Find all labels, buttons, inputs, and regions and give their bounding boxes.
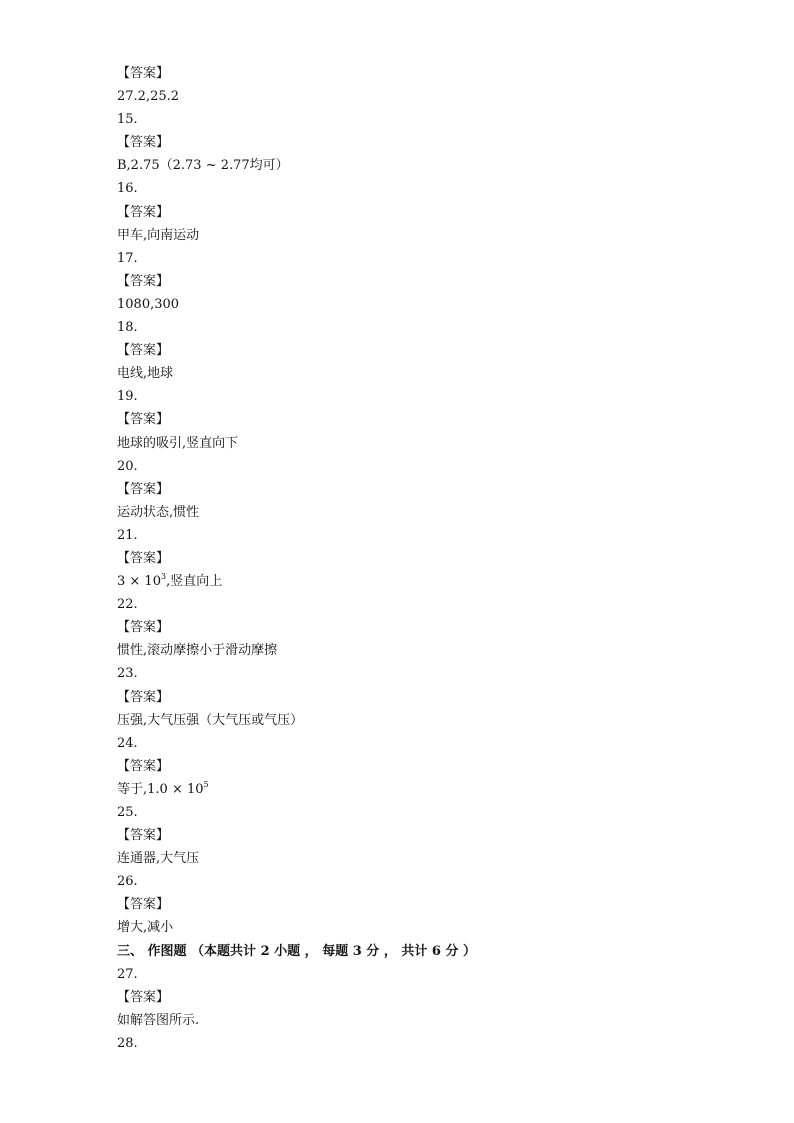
section-heading: [117, 940, 737, 963]
answer-label-content: 【答案】: [117, 412, 170, 428]
answer-text: [117, 154, 737, 177]
answer-text: [117, 85, 737, 108]
question-number: [117, 108, 737, 131]
answer-label-content: 【答案】: [117, 481, 170, 497]
question-number: [117, 385, 737, 408]
answer-text-content: 27.2,25.2: [117, 89, 180, 105]
answer-label: [117, 131, 737, 154]
answer-label-content: 【答案】: [117, 343, 170, 359]
answer-label-content: 【答案】: [117, 989, 170, 1005]
answer-label-content: 【答案】: [117, 828, 170, 844]
answer-label: [117, 408, 737, 431]
answer-text-content: 惯性,滚动摩擦小于滑动摩擦: [117, 643, 278, 659]
answer-label: [117, 616, 737, 639]
answer-label: [117, 824, 737, 847]
question-number-content: 17.: [117, 250, 138, 266]
answer-label-content: 【答案】: [117, 135, 170, 151]
answer-label: [117, 547, 737, 570]
answer-label: [117, 686, 737, 709]
question-number-content: 20.: [117, 458, 138, 474]
answer-text: [117, 432, 737, 455]
answer-text-content: 1080,300: [117, 296, 180, 312]
answer-text-content: 电线,地球: [117, 366, 174, 382]
answer-text-content: 等于,1.0 × 10: [117, 781, 204, 797]
answer-text-content: 压强,大气压强（大气压或气压）: [117, 712, 304, 728]
answer-text: [117, 501, 737, 524]
question-number: [117, 316, 737, 339]
question-number-content: 18.: [117, 320, 138, 336]
answer-text: [117, 778, 737, 801]
question-number: [117, 732, 737, 755]
answer-label-content: 【答案】: [117, 758, 170, 774]
answer-text: [117, 916, 737, 939]
answer-text-suffix: ,竖直向上: [166, 574, 223, 590]
question-number: [117, 662, 737, 685]
answer-text: [117, 639, 737, 662]
question-number-content: 15.: [117, 112, 138, 128]
answer-label-content: 【答案】: [117, 689, 170, 705]
question-number: [117, 455, 737, 478]
answer-text: [117, 224, 737, 247]
answer-label: [117, 755, 737, 778]
question-number: [117, 593, 737, 616]
question-number-content: 21.: [117, 527, 138, 543]
answer-label-content: 【答案】: [117, 897, 170, 913]
answer-text: [117, 570, 737, 593]
answer-text-content: 3 × 10: [117, 574, 161, 590]
question-number-content: 22.: [117, 597, 138, 613]
question-number: [117, 801, 737, 824]
exponent: 5: [203, 779, 209, 789]
answer-text: [117, 847, 737, 870]
answer-label: [117, 339, 737, 362]
answer-label-content: 【答案】: [117, 204, 170, 220]
section-heading-content: 三、 作图题 （本题共计 2 小题 ， 每题 3 分 ， 共计 6 分 ）: [117, 943, 476, 959]
answer-text-content: 连通器,大气压: [117, 851, 200, 867]
answer-label: [117, 201, 737, 224]
question-number-content: 27.: [117, 966, 138, 982]
question-number-content: 23.: [117, 666, 138, 682]
answer-label-content: 【答案】: [117, 273, 170, 289]
question-number: [117, 963, 737, 986]
answer-text-content: B,2.75（2.73 ~ 2.77均可）: [117, 158, 289, 174]
answer-label: [117, 986, 737, 1009]
question-number-content: 26.: [117, 874, 138, 890]
answer-text: [117, 293, 737, 316]
answer-label: [117, 478, 737, 501]
answer-text-content: 如解答图所示.: [117, 1012, 200, 1028]
answer-text-content: 增大,减小: [117, 920, 174, 936]
answer-text: [117, 1009, 737, 1032]
question-number: [117, 177, 737, 200]
question-number-content: 25.: [117, 805, 138, 820]
answer-document: [117, 62, 737, 1055]
answer-label: [117, 893, 737, 916]
question-number-content: 19.: [117, 389, 138, 405]
answer-text-content: 运动状态,惯性: [117, 504, 200, 520]
answer-text-content: 甲车,向南运动: [117, 227, 200, 243]
question-number-content: 16.: [117, 181, 138, 197]
answer-label: [117, 270, 737, 293]
question-number: [117, 870, 737, 893]
question-number: [117, 524, 737, 547]
question-number: [117, 1032, 737, 1055]
answer-text: [117, 362, 737, 385]
exponent: 3: [160, 572, 167, 582]
answer-label-content: 【答案】: [117, 550, 170, 566]
question-number: [117, 247, 737, 270]
answer-label-content: 【答案】: [117, 66, 170, 81]
answer-text-content: 地球的吸引,竖直向下: [117, 435, 239, 451]
question-number-content: 28.: [117, 1035, 138, 1051]
question-number-content: 24.: [117, 735, 138, 751]
answer-label: [117, 62, 737, 85]
answer-label-content: 【答案】: [117, 620, 170, 636]
answer-text: [117, 709, 737, 732]
